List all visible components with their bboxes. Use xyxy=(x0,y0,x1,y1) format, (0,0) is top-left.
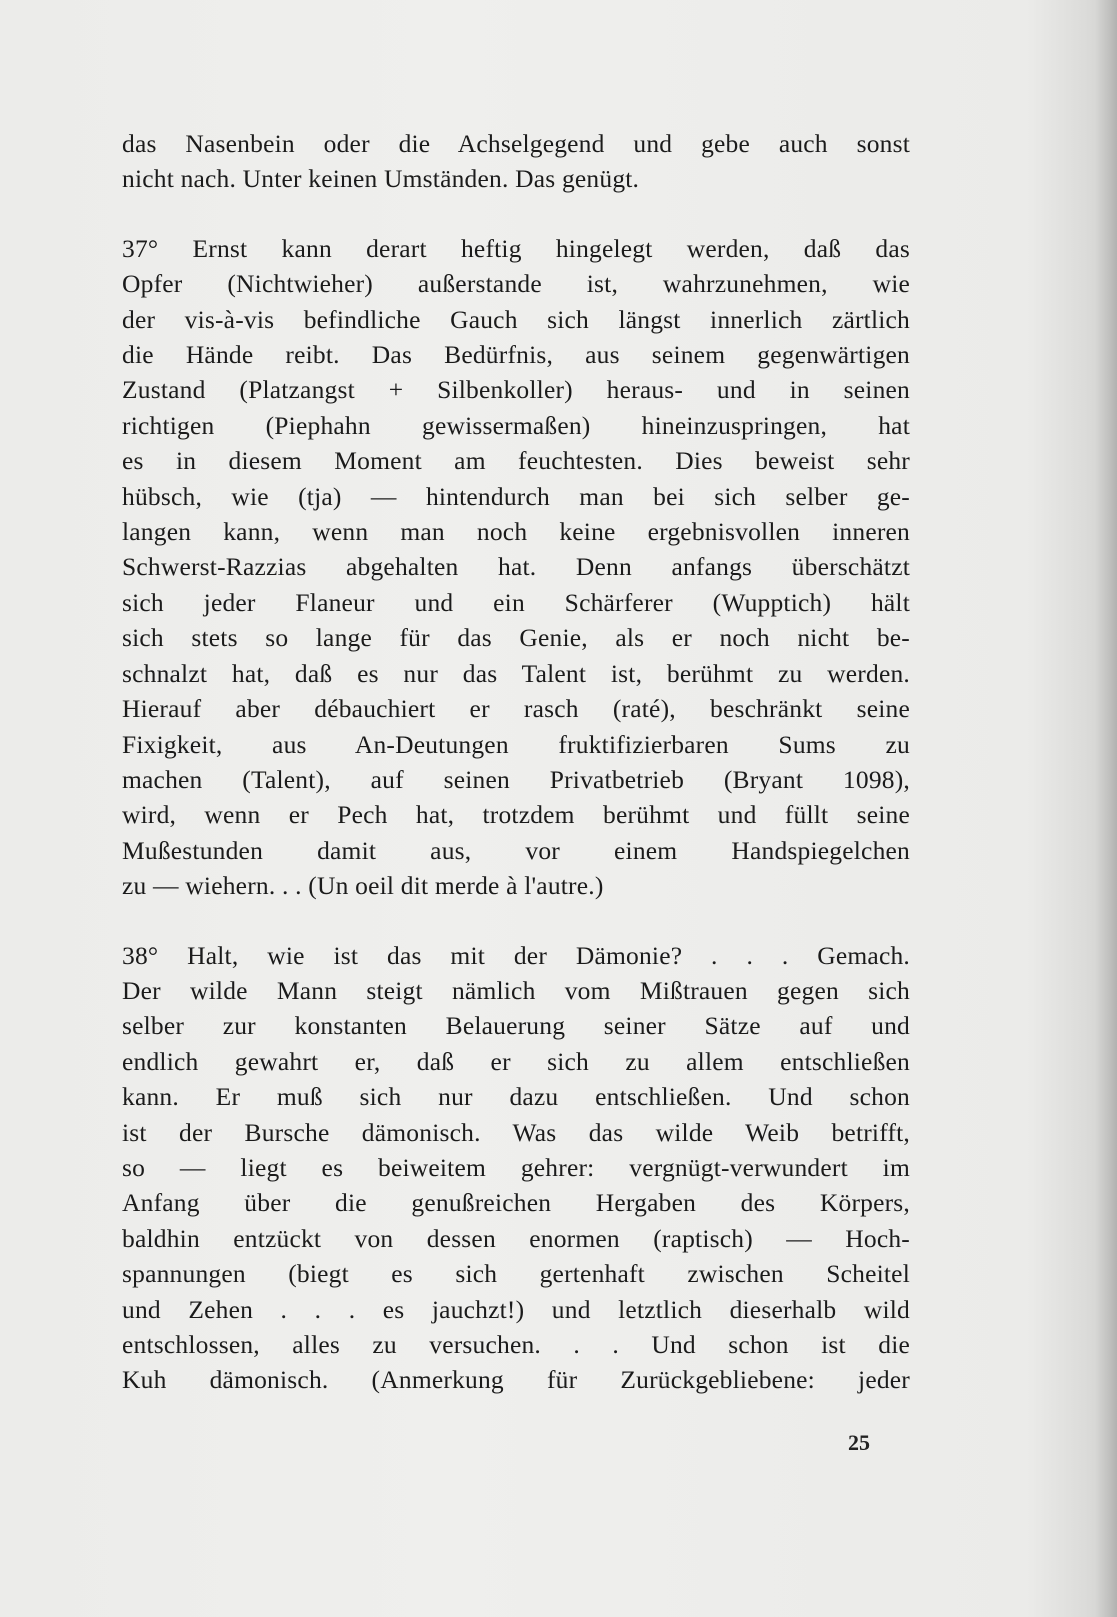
text-line: selber zur konstanten Belauerung seiner Sätze auf und xyxy=(122,1011,910,1041)
text-line: nicht nach. Unter keinen Umständen. Das genügt. xyxy=(122,164,640,194)
text-line: wird, wenn er Pech hat, trotzdem berühmt und füllt seine xyxy=(122,800,910,830)
text-line: Hierauf aber débauchiert er rasch (raté), beschränkt seine xyxy=(122,694,910,724)
text-line: endlich gewahrt er, daß er sich zu allem entschließen xyxy=(122,1046,910,1076)
text-line: 37° Ernst kann derart heftig hingelegt werden, daß das xyxy=(122,233,910,263)
text-line: Mußestunden damit aus, vor einem Handspiegelchen xyxy=(122,835,910,865)
text-line: Anfang über die genußreichen Hergaben des Körpers, xyxy=(122,1188,910,1218)
text-line: sich jeder Flaneur und ein Schärferer (Wupptich) hält xyxy=(122,587,910,617)
page-edge-shadow xyxy=(1095,0,1117,1617)
text-line: ist der Bursche dämonisch. Was das wilde Weib betrifft, xyxy=(122,1117,910,1147)
text-line: und Zehen . . . es jauchzt!) und letztlich dieserhalb wild xyxy=(122,1294,910,1324)
text-line: kann. Er muß sich nur dazu entschließen. Und schon xyxy=(122,1082,910,1112)
text-line: 38° Halt, wie ist das mit der Dämonie? . . . Gemach. xyxy=(122,940,910,970)
text-line: hübsch, wie (tja) — hintendurch man bei sich selber ge- xyxy=(122,481,910,511)
text-line: entschlossen, alles zu versuchen. . . Und schon ist die xyxy=(122,1330,910,1359)
page-number: 25 xyxy=(848,1430,870,1455)
text-line: Kuh dämonisch. (Anmerkung für Zurückgebliebene: jeder xyxy=(122,1365,910,1395)
paragraph-37 xyxy=(122,231,910,904)
text-line: Opfer (Nichtwieher) außerstande ist, wahrzunehmen, wie xyxy=(122,269,910,299)
text-line: baldhin entzückt von dessen enormen (raptisch) — Hoch- xyxy=(122,1223,910,1253)
text-line: machen (Talent), auf seinen Privatbetrieb (Bryant 1098), xyxy=(122,764,910,794)
text-line: Fixigkeit, aus An-Deutungen fruktifizierbaren Sums zu xyxy=(122,729,910,759)
text-line: der vis-à-vis befindliche Gauch sich längst innerlich zärtlich xyxy=(122,304,910,334)
paragraph-38 xyxy=(122,938,910,1398)
body-text xyxy=(122,126,910,1398)
text-line: richtigen (Piephahn gewissermaßen) hineinzuspringen, hat xyxy=(122,410,910,440)
text-line: so — liegt es beiweitem gehrer: vergnügt-verwundert im xyxy=(122,1152,910,1182)
text-line: Schwerst-Razzias abgehalten hat. Denn anfangs überschätzt xyxy=(122,552,910,582)
text-line: sich stets so lange für das Genie, als er noch nicht be- xyxy=(122,623,910,653)
text-line: es in diesem Moment am feuchtesten. Dies beweist sehr xyxy=(122,446,910,476)
text-line: das Nasenbein oder die Achselgegend und gebe auch sonst xyxy=(122,129,910,158)
text-line: die Hände reibt. Das Bedürfnis, aus seinem gegenwärtigen xyxy=(122,340,910,370)
text-line: zu — wiehern. . . (Un oeil dit merde à l'autre.) xyxy=(122,871,604,901)
text-line: spannungen (biegt es sich gertenhaft zwischen Scheitel xyxy=(122,1259,910,1289)
text-line: Der wilde Mann steigt nämlich vom Mißtrauen gegen sich xyxy=(122,975,910,1005)
text-line: schnalzt hat, daß es nur das Talent ist, berühmt zu werden. xyxy=(122,658,910,688)
text-line: langen kann, wenn man noch keine ergebnisvollen inneren xyxy=(122,517,910,547)
text-line: Zustand (Platzangst + Silbenkoller) heraus- und in seinen xyxy=(122,375,910,405)
paragraph-continuation xyxy=(122,126,910,197)
